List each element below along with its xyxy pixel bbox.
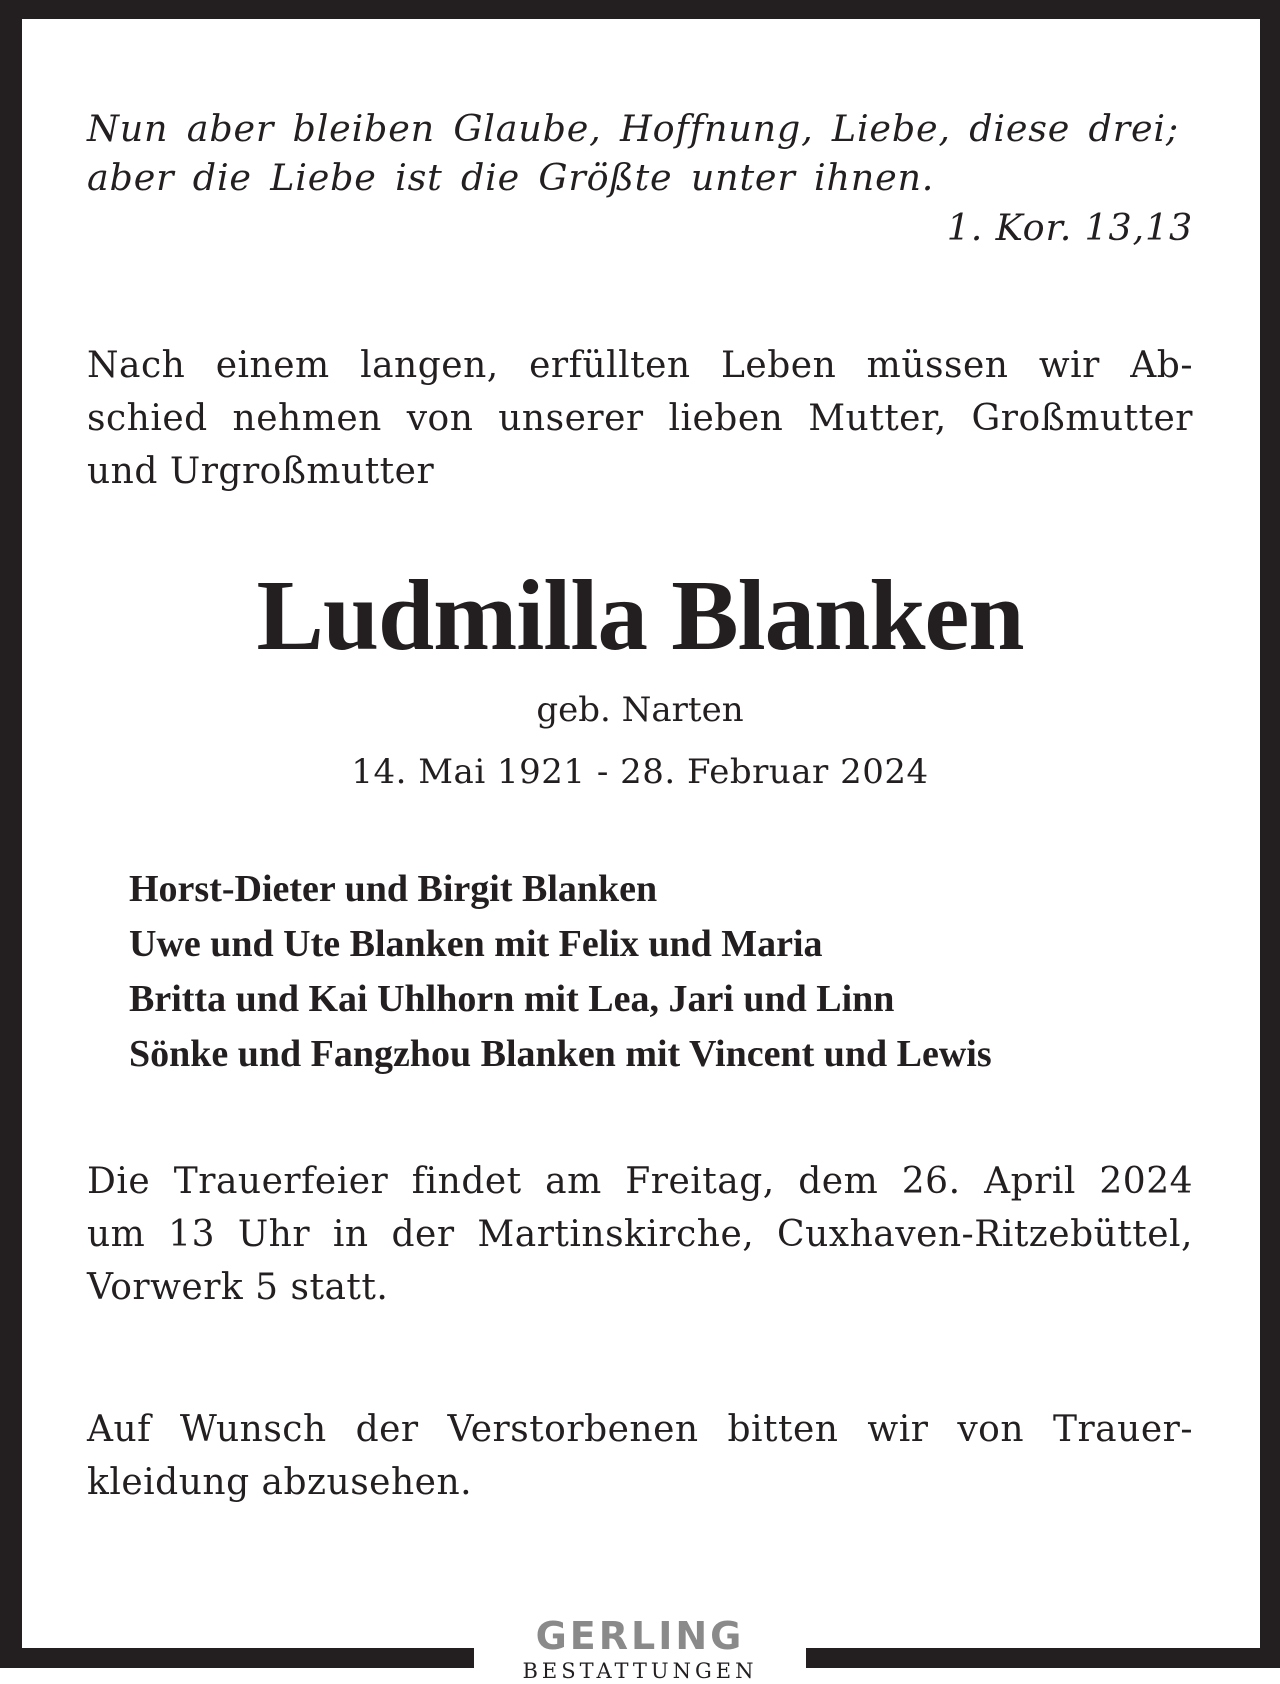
family-list bbox=[129, 862, 992, 1082]
deceased-name: Ludmilla Blanken bbox=[256, 559, 1024, 671]
family-member: Horst-Dieter und Birgit Blanken bbox=[129, 868, 658, 910]
wish-paragraph bbox=[87, 1403, 1193, 1509]
funeral-home-logo bbox=[474, 1616, 806, 1684]
service-line: Die Trauerfeier findet am Freitag, dem 26. April 2024 bbox=[87, 1161, 1193, 1202]
frame-border-top bbox=[0, 0, 1280, 19]
logo-subtitle: BESTATTUNGEN bbox=[522, 1659, 758, 1683]
intro-line: schied nehmen von unserer lieben Mutter, Großmutter bbox=[87, 398, 1193, 439]
bible-quote bbox=[87, 104, 1193, 202]
service-paragraph bbox=[87, 1155, 1193, 1314]
wish-line: Auf Wunsch der Verstorbenen bitten wir von Trauer- bbox=[87, 1409, 1193, 1450]
intro-line: Nach einem langen, erfüllten Leben müssen wir Ab- bbox=[87, 345, 1193, 386]
quote-line: aber die Liebe ist die Größte unter ihnen. bbox=[87, 156, 935, 199]
intro-paragraph bbox=[87, 339, 1193, 498]
quote-reference: 1. Kor. 13,13 bbox=[946, 206, 1193, 249]
family-member: Britta und Kai Uhlhorn mit Lea, Jari und Linn bbox=[129, 978, 895, 1020]
frame-border-bottom-right bbox=[806, 1648, 1280, 1668]
maiden-name: geb. Narten bbox=[536, 690, 744, 730]
intro-line: und Urgroßmutter bbox=[87, 451, 435, 492]
life-dates: 14. Mai 1921 - 28. Februar 2024 bbox=[351, 752, 929, 792]
family-member: Uwe und Ute Blanken mit Felix und Maria bbox=[129, 923, 823, 965]
service-line: um 13 Uhr in der Martinskirche, Cuxhaven-Ritzebüttel, bbox=[87, 1214, 1193, 1255]
frame-border-bottom-left bbox=[0, 1648, 474, 1668]
quote-line: Nun aber bleiben Glaube, Hoffnung, Liebe, diese drei; bbox=[87, 107, 1179, 150]
frame-border-left bbox=[0, 0, 22, 1668]
wish-line: kleidung abzusehen. bbox=[87, 1462, 473, 1503]
frame-border-right bbox=[1260, 0, 1280, 1668]
logo-name: GERLING bbox=[535, 1614, 745, 1658]
family-member: Sönke und Fangzhou Blanken mit Vincent und Lewis bbox=[129, 1033, 992, 1075]
service-line: Vorwerk 5 statt. bbox=[87, 1267, 389, 1308]
